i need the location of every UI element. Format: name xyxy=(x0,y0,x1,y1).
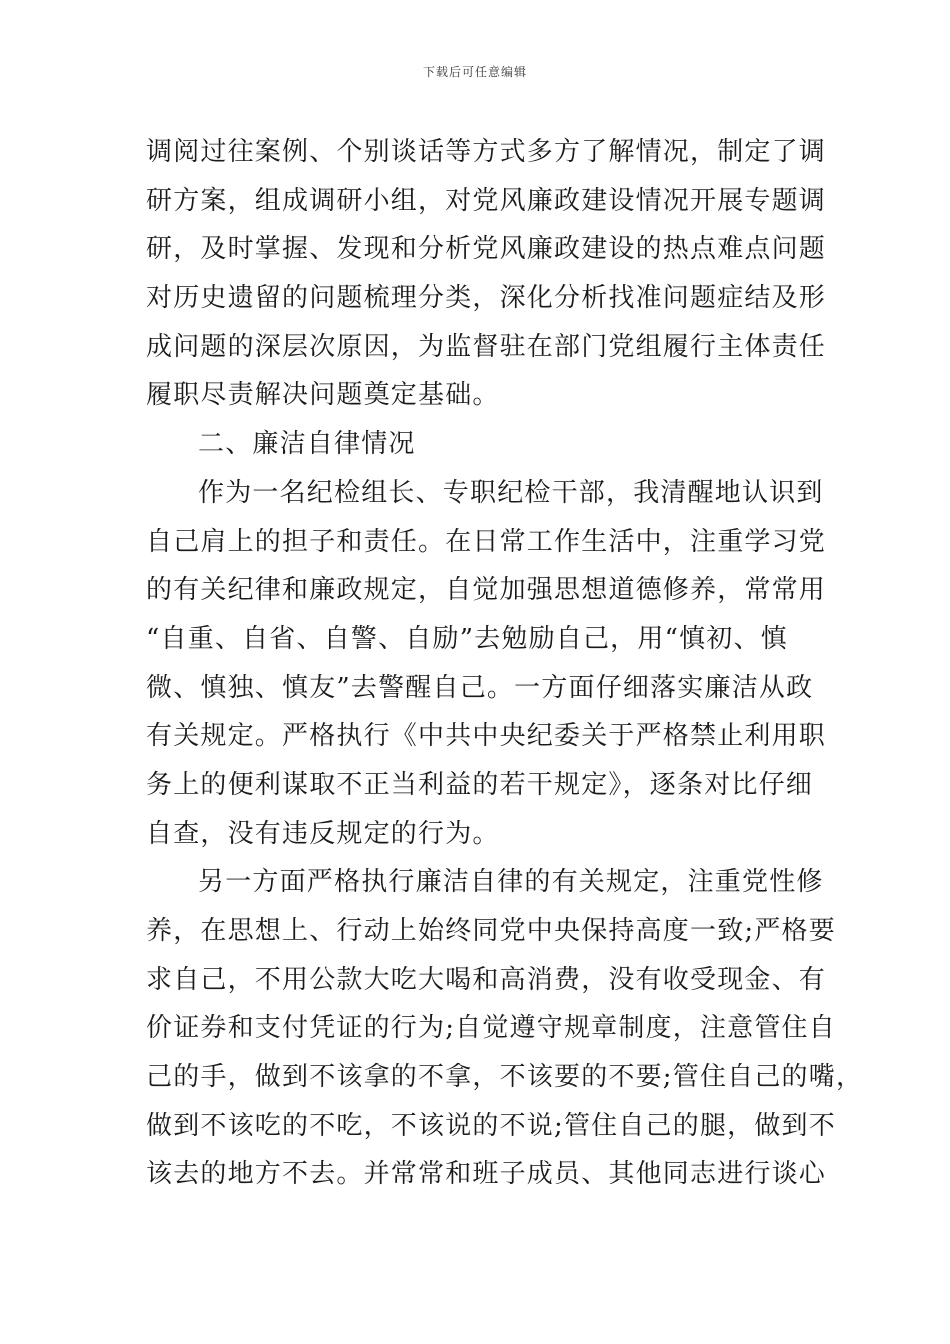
text-line: 求自己，不用公款大吃大喝和高消费，没有收受现金、有 xyxy=(146,964,827,995)
text-line: 调阅过往案例、个别谈话等方式多方了解情况，制定了调 xyxy=(146,137,827,167)
text-line: “自重、自省、自警、自励”去勉励自己，用“慎初、慎 xyxy=(146,623,788,654)
text-line: 微、慎独、慎友”去警醒自己。一方面仔细落实廉洁从政 xyxy=(146,672,814,703)
text-line: 自己肩上的担子和责任。在日常工作生活中，注重学习党 xyxy=(146,526,827,557)
text-line: 做到不该吃的不吃，不该说的不说;管住自己的腿，做到不 xyxy=(146,1110,836,1141)
text-line: 成问题的深层次原因，为监督驻在部门党组履行主体责任 xyxy=(146,331,827,362)
text-line: 研方案，组成调研小组，对党风廉政建设情况开展专题调 xyxy=(146,185,827,216)
document-body xyxy=(146,128,864,1199)
text-line: 价证券和支付凭证的行为;自觉遵守规章制度，注意管住自 xyxy=(146,1013,836,1044)
section-heading: 二、廉洁自律情况 xyxy=(198,429,416,460)
text-line: 履职尽责解决问题奠定基础。 xyxy=(146,380,500,411)
text-line: 务上的便利谋取不正当利益的若干规定》，逐条对比仔细 xyxy=(146,769,814,800)
paragraph-start-line: 另一方面严格执行廉洁自律的有关规定，注重党性修 xyxy=(198,867,824,898)
text-line: 自查，没有违反规定的行为。 xyxy=(146,818,500,849)
text-line: 该去的地方不去。并常常和班子成员、其他同志进行谈心 xyxy=(146,1159,827,1190)
text-line: 养，在思想上、行动上始终同党中央保持高度一致;严格要 xyxy=(146,916,836,946)
paragraph-start-line: 作为一名纪检组长、专职纪检干部，我清醒地认识到 xyxy=(198,477,824,508)
text-line: 对历史遗留的问题梳理分类，深化分析找准问题症结及形 xyxy=(146,283,827,314)
text-line: 的有关纪律和廉政规定，自觉加强思想道德修养，常常用 xyxy=(146,575,827,606)
header-note: 下载后可任意编辑 xyxy=(422,65,527,79)
text-line: 研，及时掌握、发现和分析党风廉政建设的热点难点问题 xyxy=(146,234,827,265)
text-line: 有关规定。严格执行《中共中央纪委关于严格禁止利用职 xyxy=(146,721,827,752)
text-line: 己的手，做到不该拿的不拿，不该要的不要;管住自己的嘴， xyxy=(146,1062,864,1093)
